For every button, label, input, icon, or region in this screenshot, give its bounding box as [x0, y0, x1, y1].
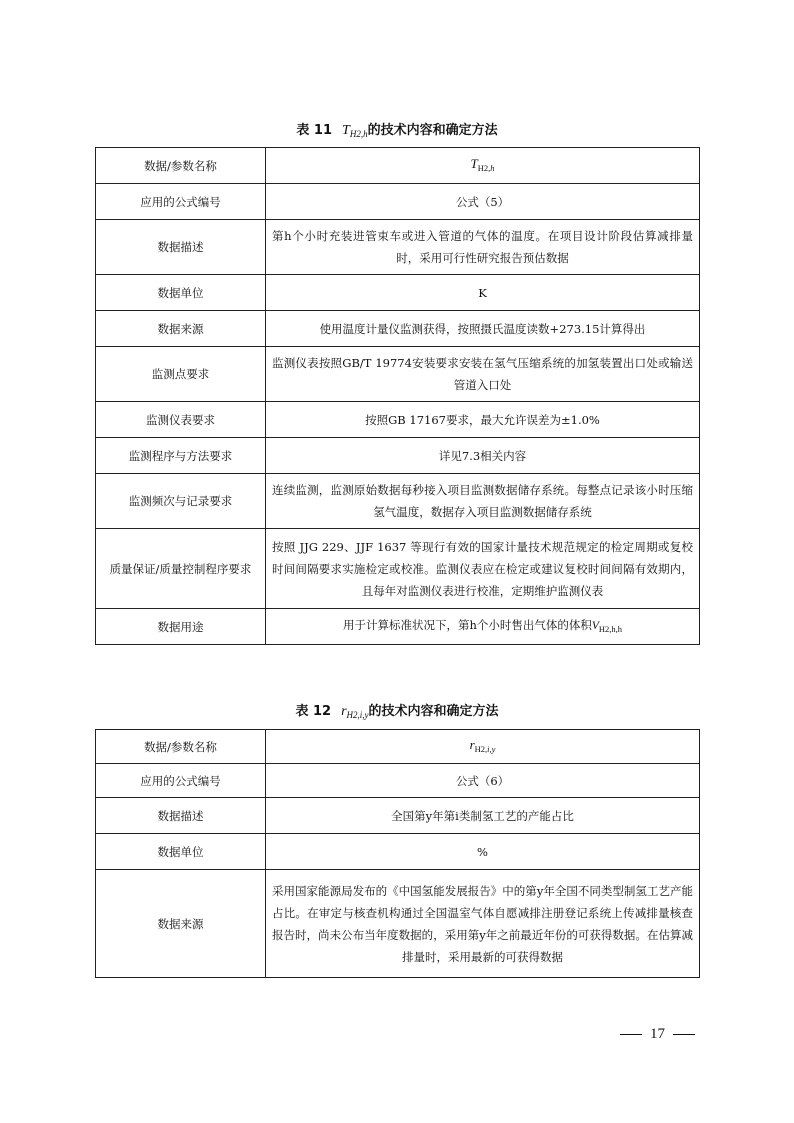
- row-value: 采用国家能源局发布的《中国氢能发展报告》中的第y年全国不同类型制氢工艺产能占比。在审定与核查机构通过全国温室气体自愿减排注册登记系统上传减排量核查报告时，尚未公布当年度数据的，采用第y年之前最近年份的可获得数据。在估算减排量时，采用最新的可获得数据: [266, 870, 700, 978]
- table-row: [96, 438, 700, 474]
- row-key: 质量保证/质量控制程序要求: [96, 529, 266, 609]
- row-value: 公式（5）: [266, 184, 700, 220]
- table-row: [96, 609, 700, 645]
- parameter-symbol: $T_{H2,h}$: [266, 148, 700, 184]
- table11-caption-prefix: 表 11: [296, 123, 333, 138]
- table-row: [96, 474, 700, 529]
- row-value: 按照GB 17167要求，最大允许误差为±1.0%: [266, 402, 700, 438]
- table-row: [96, 402, 700, 438]
- row-key: 数据/参数名称: [96, 730, 266, 764]
- row-value: 第h个小时充装进管束车或进入管道的气体的温度。在项目设计阶段估算减排量时，采用可行性研究报告预估数据: [266, 220, 700, 275]
- table-row: [96, 148, 700, 184]
- row-key: 监测程序与方法要求: [96, 438, 266, 474]
- table-row: [96, 730, 700, 764]
- row-key: 数据单位: [96, 834, 266, 870]
- row-value: 公式（6）: [266, 764, 700, 798]
- table-row: [96, 834, 700, 870]
- row-key: 监测点要求: [96, 347, 266, 402]
- row-key: 数据描述: [96, 798, 266, 834]
- table11: [95, 147, 700, 645]
- row-key: 数据描述: [96, 220, 266, 275]
- table12-caption-suffix: 的技术内容和确定方法: [368, 704, 499, 719]
- table12: [95, 729, 700, 978]
- row-value: 使用温度计量仪监测获得，按照摄氏温度读数+273.15计算得出: [266, 311, 700, 347]
- table-row: [96, 220, 700, 275]
- row-key: 数据来源: [96, 311, 266, 347]
- row-key: 数据用途: [96, 609, 266, 645]
- table11-caption-suffix: 的技术内容和确定方法: [367, 123, 498, 138]
- row-key: 数据来源: [96, 870, 266, 978]
- row-key: 应用的公式编号: [96, 764, 266, 798]
- row-value: %: [266, 834, 700, 870]
- page-number: 17: [612, 1026, 703, 1043]
- table-row: [96, 311, 700, 347]
- table-row: [96, 275, 700, 311]
- table-row: [96, 870, 700, 978]
- row-value: 监测仪表按照GB/T 19774安装要求安装在氢气压缩系统的加氢装置出口处或输送管道入口处: [266, 347, 700, 402]
- table11-caption-symbol: $T_{H2,h}$: [342, 123, 368, 139]
- row-key: 数据/参数名称: [96, 148, 266, 184]
- table-row: [96, 798, 700, 834]
- parameter-symbol: $r_{H2,i,y}$: [266, 730, 700, 764]
- row-key: 监测频次与记录要求: [96, 474, 266, 529]
- row-key: 数据单位: [96, 275, 266, 311]
- table12-caption-prefix: 表 12: [295, 704, 332, 719]
- row-value: 连续监测，监测原始数据每秒接入项目监测数据储存系统。每整点记录该小时压缩氢气温度，数据存入项目监测数据储存系统: [266, 474, 700, 529]
- row-key: 应用的公式编号: [96, 184, 266, 220]
- table-row: [96, 347, 700, 402]
- row-value: 按照 JJG 229、JJF 1637 等现行有效的国家计量技术规范规定的检定周期或复校时间间隔要求实施检定或校准。监测仪表应在检定或建议复校时间间隔有效期内，且每年对监测仪表进行校准，定期维护监测仪表: [266, 529, 700, 609]
- row-key: 监测仪表要求: [96, 402, 266, 438]
- row-value: K: [266, 275, 700, 311]
- page-number-dash-left: [620, 1034, 642, 1035]
- table-row: [96, 184, 700, 220]
- table-row: [96, 764, 700, 798]
- row-value: 用于计算标准状况下，第h个小时售出气体的体积$V_{H2,h,h}$: [266, 609, 700, 645]
- table11-caption: [0, 119, 794, 139]
- row-value: 详见7.3相关内容: [266, 438, 700, 474]
- table12-caption: [0, 700, 794, 720]
- page-number-dash-right: [673, 1034, 695, 1035]
- table12-caption-symbol: $r_{H2,i,y}$: [341, 704, 369, 720]
- row-value: 全国第y年第i类制氢工艺的产能占比: [266, 798, 700, 834]
- table-row: [96, 529, 700, 609]
